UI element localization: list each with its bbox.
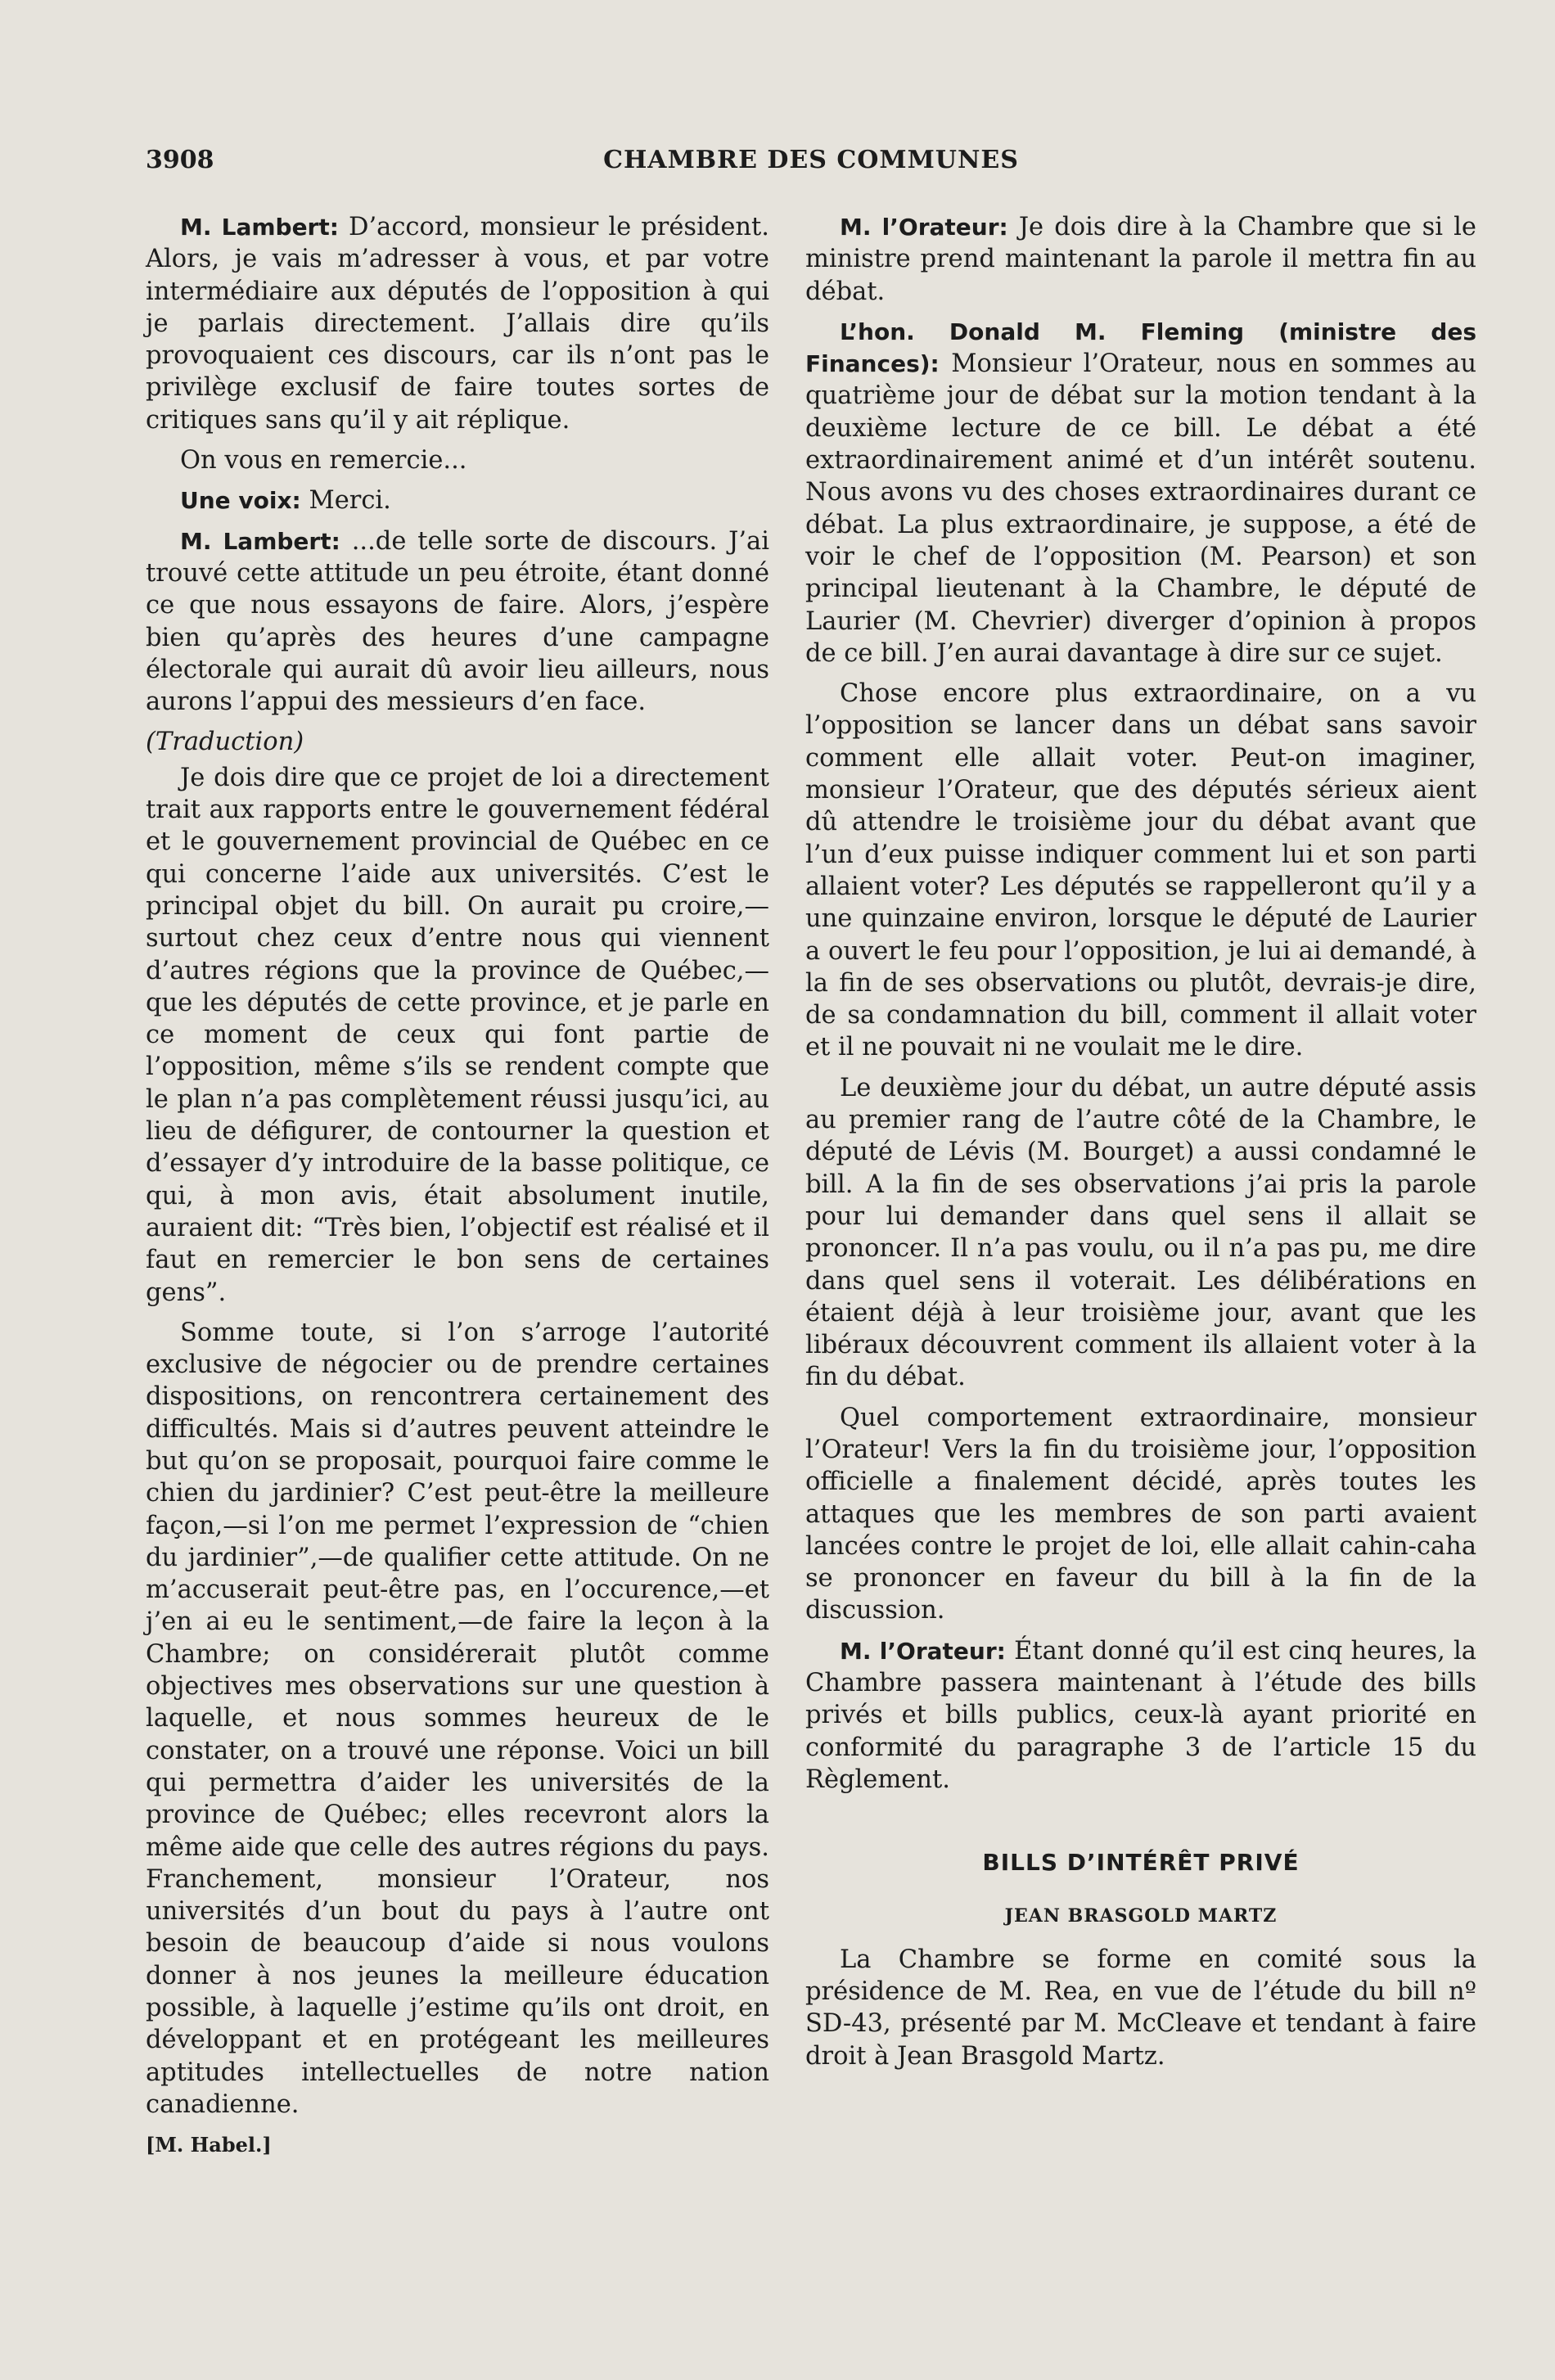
- speech-text: Étant donné qu’il est cinq heures, la Chambre passera maintenant à l’étude des bills privés et bills publics, ceux-là ayant priorité en conformité du paragraphe 3 de l’article 15 du Règlement.: [805, 1636, 1476, 1794]
- paragraph: Chose encore plus extraordinaire, on a vu l’opposition se lancer dans un débat sans savoir comment elle allait voter. Peut-on imaginer, monsieur l’Orateur, que des députés sérieux aient dû attendre le troisième jour du débat avant que l’un d’eux puisse indiquer comment lui et son parti allaient voter? Les députés se rappelleront qu’il y a une quinzaine environ, lorsque le député de Laurier a ouvert le feu pour l’opposition, je lui ai demandé, à la fin de ses observations ou plutôt, devrais-je dire, de sa condamnation du bill, comment il allait voter et il ne pouvait ni ne voulait me le dire.: [805, 679, 1476, 1062]
- paragraph: [805, 1635, 1476, 1796]
- paragraph: La Chambre se forme en comité sous la présidence de M. Rea, en vue de l’étude du bill nº SD-43, présenté par M. McCleave et tendant à faire droit à Jean Brasgold Martz.: [805, 1945, 1476, 2071]
- paragraph: [146, 211, 769, 436]
- speaker-name: L’hon. Donald M. Fleming (ministre des Finances):: [805, 318, 1476, 378]
- paragraph: Somme toute, si l’on s’arroge l’autorité exclusive de négocier ou de prendre certaines dispositions, on rencontrera certainement des difficultés. Mais si d’autres peuvent atteindre le but qu’on se proposait, pourquoi faire comme le chien du jardinier? C’est peut-être la meilleure façon,—si l’on me permet l’expression de “chien du jardinier”,—de qualifier cette attitude. On ne m’accuserait peut-être pas, en l’occurence,—et j’en ai eu le sentiment,—de faire la leçon à la Chambre; on considérerait plutôt comme objectives mes observations sur une question à laquelle, et nous sommes heureux de le constater, on a trouvé une réponse. Voici un bill qui permettra d’aider les universités de la province de Québec; elles recevront alors la même aide que celle des autres régions du pays. Franchement, monsieur l’Orateur, nos universités d’un bout du pays à l’autre ont besoin de beaucoup d’aide si nous voulons donner à nos jeunes la meilleure éducation possible, à laquelle j’estime qu’ils ont droit, en développant et en protégeant les meilleures aptitudes intellectuelles de notre nation canadienne.: [146, 1318, 769, 2119]
- paragraph: [805, 316, 1476, 669]
- paragraph: [146, 525, 769, 719]
- paragraph: Quel comportement extraordinaire, monsieur l’Orateur! Vers la fin du troisième jour, l’opposition officielle a finalement décidé, après toutes les attaques que les membres de son parti avaient lancées contre le projet de loi, elle allait cahin-caha se prononcer en faveur du bill à la fin de la discussion.: [805, 1403, 1476, 1625]
- speaker-name: M. Lambert:: [180, 214, 339, 241]
- speech-text: ...de telle sorte de discours. J’ai trouvé cette attitude un peu étroite, étant donné ce que nous essayons de faire. Alors, j’espère bien qu’après des heures d’une campagne électorale qui aurait dû avoir lieu ailleurs, nous aurons l’appui des messieurs d’en face.: [146, 526, 769, 717]
- right-column: [805, 211, 1476, 2080]
- translation-marker: (Traduction): [146, 728, 304, 757]
- page-title: CHAMBRE DES COMMUNES: [603, 146, 1019, 174]
- speaker-name: M. l’Orateur:: [840, 214, 1008, 241]
- speaker-name: M. Lambert:: [180, 527, 340, 555]
- speech-text: D’accord, monsieur le président. Alors, je vais m’adresser à vous, et par votre intermédiaire aux députés de l’opposition à qui je parlais directement. J’allais dire qu’ils provoquaient ces discours, car ils n’ont pas le privilège exclusif de faire toutes sortes de critiques sans qu’il y ait réplique.: [146, 213, 769, 435]
- speech-text: Je dois dire à la Chambre que si le ministre prend maintenant la parole il mettra fin au débat.: [805, 213, 1476, 306]
- section-heading: BILLS D’INTÉRÊT PRIVÉ: [982, 1849, 1300, 1877]
- paragraph: [805, 211, 1476, 308]
- subsection-heading: JEAN BRASGOLD MARTZ: [1004, 1904, 1278, 1927]
- paragraph: Le deuxième jour du débat, un autre député assis au premier rang de l’autre côté de la Chambre, le député de Lévis (M. Bourget) a aussi condamné le bill. A la fin de ses observations j’ai pris la parole pour lui demander dans quel sens il allait se prononcer. Il n’a pas voulu, ou il n’a pas pu, me dire dans quel sens il voterait. Les délibérations en étaient déjà à leur troisième jour, avant que les libéraux découvrent comment ils allaient voter à la fin du débat.: [805, 1073, 1476, 1392]
- page-number: 3908: [146, 146, 214, 174]
- paragraph: Je dois dire que ce projet de loi a directement trait aux rapports entre le gouvernement fédéral et le gouvernement provincial de Québec en ce qui concerne l’aide aux universités. C’est le principal objet du bill. On aurait pu croire,—surtout chez ceux d’entre nous qui viennent d’autres régions que la province de Québec,—que les députés de cette province, et je parle en ce moment de ceux qui font partie de l’opposition, même s’ils se rendent compte que le plan n’a pas complètement réussi jusqu’ici, au lieu de défigurer, de contourner la question et d’essayer d’y introduire de la basse politique, ce qui, à mon avis, était absolument inutile, auraient dit: “Très bien, l’objectif est réalisé et il faut en remercier le bon sens de certaines gens”.: [146, 763, 769, 1307]
- speech-text: Merci.: [309, 486, 391, 516]
- paragraph: On vous en remercie...: [180, 446, 467, 476]
- left-column: [146, 211, 769, 2170]
- speaker-name: Une voix:: [180, 487, 301, 515]
- speech-text: Monsieur l’Orateur, nous en sommes au quatrième jour de débat sur la motion tendant à la deuxième lecture de ce bill. Le débat a été extraordinairement animé et d’un intérêt soutenu. Nous avons vu des choses extraordinaires durant ce débat. La plus extraordinaire, je suppose, a été de voir le chef de l’opposition (M. Pearson) et son principal lieutenant à la Chambre, le député de Laurier (M. Chevrier) diverger d’opinion à propos de ce bill. J’en aurai davantage à dire sur ce sujet.: [805, 349, 1476, 668]
- paragraph: [146, 485, 769, 516]
- page-footer-speaker: [M. Habel.]: [146, 2133, 272, 2157]
- page-header: [146, 146, 1476, 178]
- speaker-name: M. l’Orateur:: [840, 1637, 1006, 1665]
